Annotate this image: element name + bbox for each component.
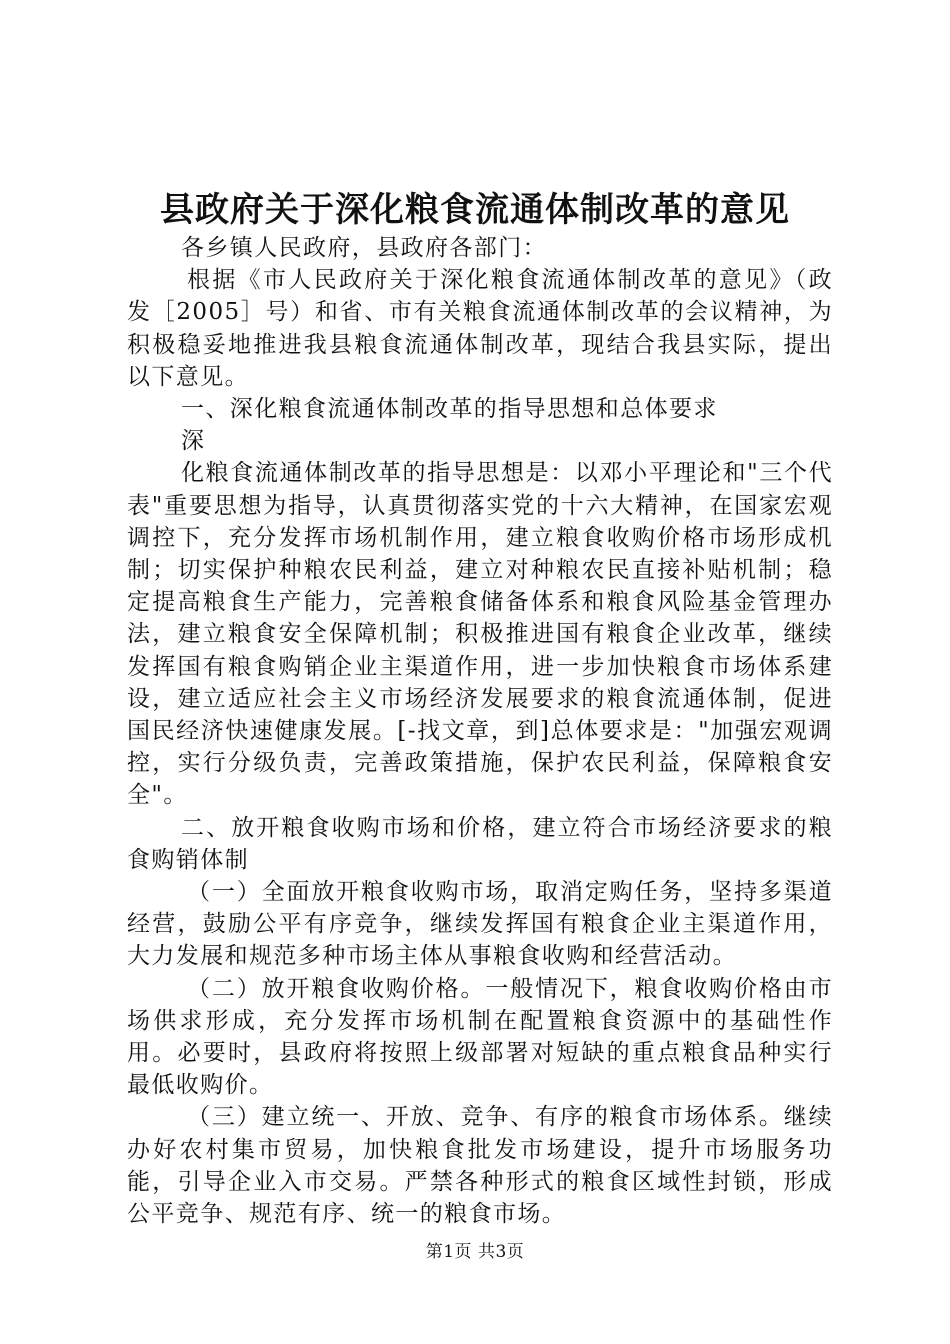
- page-footer: 第1页 共3页: [425, 1242, 525, 1262]
- item-paragraph-3: （三）建立统一、开放、竞争、有序的粮食市场体系。继续办好农村集市贸易，加快粮食批发市场建设，提升市场服务功能，引导企业入市交易。严禁各种形式的粮食区域性封锁，形成公平竞争、规范有序、统一的粮食市场。: [127, 1104, 833, 1228]
- salutation-paragraph: 各乡镇人民政府，县政府各部门：: [181, 235, 547, 261]
- intro-paragraph: 根据《市人民政府关于深化粮食流通体制改革的意见》（政发［2005］号）和省、市有关粮食流通体制改革的会议精神，为积极稳妥地推进我县粮食流通体制改革，现结合我县实际，提出以下意见。: [127, 267, 833, 390]
- item-paragraph-1: （一）全面放开粮食收购市场，取消定购任务，坚持多渠道经营，鼓励公平有序竞争，继续发挥国有粮食企业主渠道作用，大力发展和规范多种市场主体从事粮食收购和经营活动。: [127, 879, 833, 970]
- guiding-ideology-paragraph: 化粮食流通体制改革的指导思想是：以邓小平理论和"三个代表"重要思想为指导，认真贯彻落实党的十六大精神，在国家宏观调控下，充分发挥市场机制作用，建立粮食收购价格市场形成机制；切实保护种粮农民利益，建立对种粮农民直接补贴机制；稳定提高粮食生产能力，完善粮食储备体系和粮食风险基金管理办法，建立粮食安全保障机制；积极推进国有粮食企业改革，继续发挥国有粮食购销企业主渠道作用，进一步加快粮食市场体系建设，建立适应社会主义市场经济发展要求的粮食流通体制，促进国民经济快速健康发展。[-找文章，到]总体要求是："加强宏观调控，实行分级负责，完善政策措施，保护农民利益，保障粮食安全"。: [127, 460, 833, 809]
- document-title: 县政府关于深化粮食流通体制改革的意见: [160, 190, 790, 230]
- document-body: [127, 232, 833, 1230]
- section-heading-1: 一、深化粮食流通体制改革的指导思想和总体要求: [181, 396, 718, 423]
- body-paragraph-fragment: 深: [181, 428, 206, 455]
- item-paragraph-2: （二）放开粮食收购价格。一般情况下，粮食收购价格由市场供求形成，充分发挥市场机制在配置粮食资源中的基础性作用。必要时，县政府将按照上级部署对短缺的重点粮食品种实行最低收购价。: [127, 975, 833, 1099]
- section-heading-2: 二、放开粮食收购市场和价格，建立符合市场经济要求的粮食购销体制: [127, 814, 833, 873]
